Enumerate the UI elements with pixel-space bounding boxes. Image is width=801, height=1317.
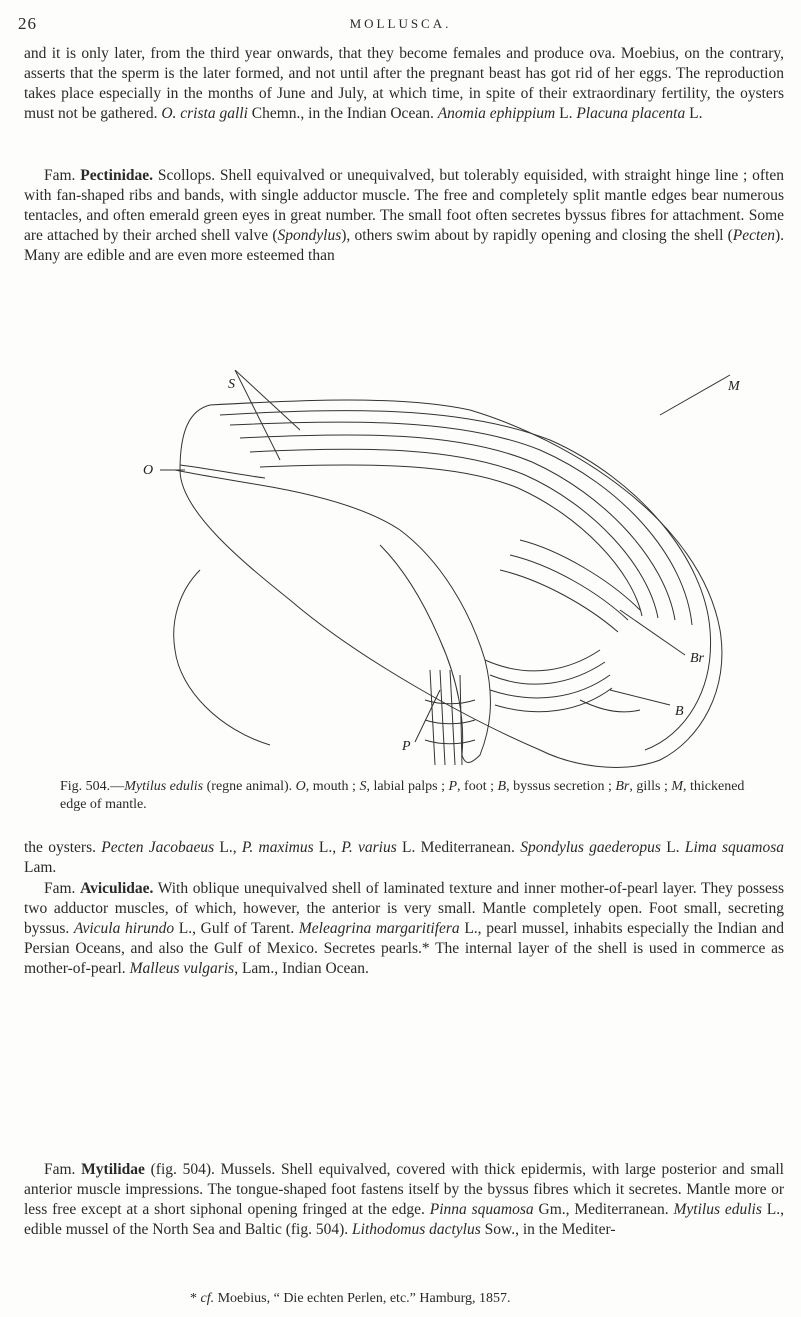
family-name: Mytilidae (81, 1161, 145, 1178)
mantle-edge (220, 411, 711, 750)
paragraph-oysters: and it is only later, from the third year onwards, that they become females and produce ova. Moebius, on the contrary, asserts that the sperm is the later formed, and not until after the pregnant beast has got rid of her eggs. The reproduction takes place especially in the months of June and July, at which time, in spite of their extraordinary fertility, the oysters must not be gathered. O. crista galli Chemn., in the Indian Ocean. Anomia ephippium L. Placuna placenta L. (24, 45, 784, 123)
label-B: B (675, 704, 684, 719)
family-name: Pectinidae. (80, 167, 154, 184)
label-Br: Br (690, 651, 704, 666)
figure-caption: Fig. 504.—Mytilus edulis (regne animal). O, mouth ; S, labial palps ; P, foot ; B, byssus secretion ; Br, gills ; M, thickened edge of mantle. (60, 779, 745, 812)
page-number: 26 (18, 14, 37, 33)
footnote: * cf. Moebius, “ Die echten Perlen, etc.” Hamburg, 1857. (190, 1291, 511, 1306)
label-M: M (728, 379, 740, 394)
foot-outline (380, 530, 490, 763)
label-O: O (143, 463, 154, 478)
paragraph-mytilidae: Fam. Mytilidae (fig. 504). Mussels. Shell equivalved, covered with thick epidermis, with large posterior and small anterior muscle impressions. The tongue-shaped foot fastens itself by the byssus fibres which it secretes. Mantle more or less free except at a short siphonal opening fringed at the edge. Pinna squamosa Gm., Mediterranean. Mytilus edulis L., edible mussel of the North Sea and Baltic (fig. 504). Lithodomus dactylus Sow., in the Mediter- (24, 1161, 784, 1239)
running-title: MOLLUSCA. (349, 16, 452, 31)
label-S: S (228, 377, 235, 392)
paragraph-oysters-continued: the oysters. Pecten Jacobaeus L., P. maximus L., P. varius L. Mediterranean. Spondylus gaederopus L. Lima squamosa Lam. (24, 839, 784, 877)
mytilus-anatomy-figure (140, 370, 740, 775)
label-P: P (402, 739, 411, 754)
family-name: Aviculidae. (80, 880, 154, 897)
paragraph-aviculidae: Fam. Aviculidae. With oblique unequivalved shell of laminated texture and inner mother-of-pearl layer. They possess two adductor muscles, of which, however, the anterior is very small. Mantle completely open. Foot small, secreting byssus. Avicula hirundo L., Gulf of Tarent. Meleagrina margaritifera L., pearl mussel, inhabits especially the Indian and Persian Oceans, and also the Gulf of Mexico. Secretes pearls.* The internal layer of the shell is used in commerce as mother-of-pearl. Malleus vulgaris, Lam., Indian Ocean. (24, 880, 785, 978)
shell-outline (180, 400, 722, 767)
page-header (0, 14, 801, 38)
paragraph-pectinidae: Fam. Pectinidae. Scollops. Shell equivalved or unequivalved, but tolerably equisided, with straight hinge line ; often with fan-shaped ribs and bands, with single adductor muscle. The free and completely split mantle edges bear numerous tentacles, and often emerald green eyes in great number. The small foot often secretes byssus fibres for attachment. Some are attached by their arched shell valve (Spondylus), others swim about by rapidly opening and closing the shell (Pecten). Many are edible and are even more esteemed than (24, 167, 785, 265)
